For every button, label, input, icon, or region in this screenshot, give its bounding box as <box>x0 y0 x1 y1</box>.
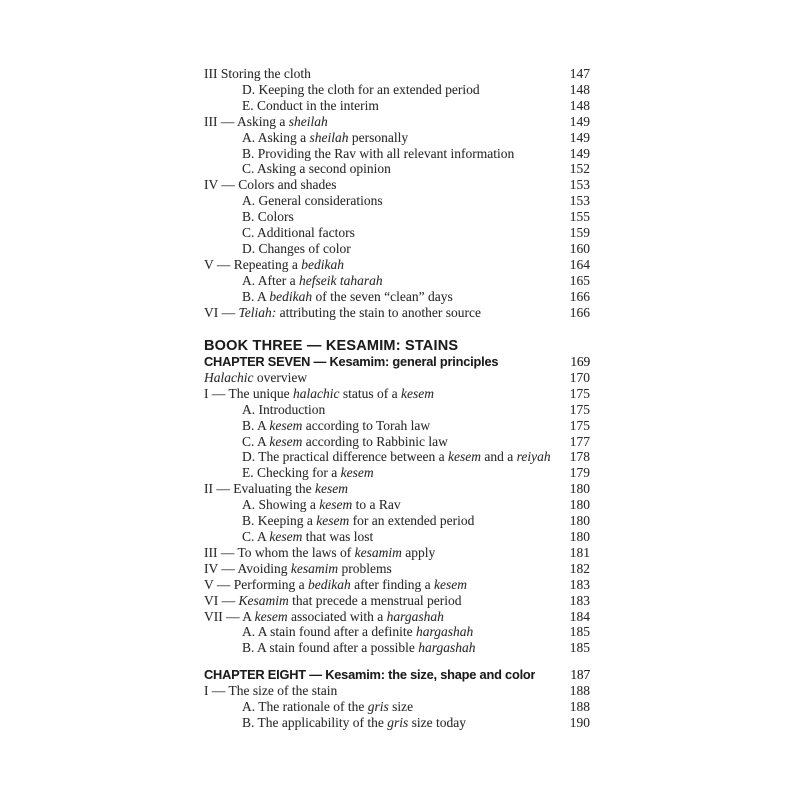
toc-entry-title: B. Providing the Rav with all relevant information <box>242 145 515 161</box>
toc-entry-title: C. A kesem according to Rabbinic law <box>242 433 448 449</box>
toc-entry <box>204 114 590 130</box>
toc-page-number: 179 <box>569 465 590 481</box>
toc-entry <box>204 593 590 609</box>
toc-entry <box>204 640 590 656</box>
toc-entry <box>204 66 590 82</box>
toc-entry <box>204 305 590 321</box>
toc-page-number: 184 <box>569 608 590 624</box>
toc-page-number: 147 <box>569 66 590 81</box>
toc-page-number: 165 <box>569 272 590 288</box>
toc-entry <box>204 338 590 355</box>
toc-page-number: 148 <box>569 81 590 97</box>
toc-entry-title: Halachic overview <box>204 369 308 385</box>
toc-entry-title: III — To whom the laws of kesamim apply <box>204 544 436 560</box>
toc-entry <box>204 545 590 561</box>
toc-page-number: 188 <box>569 683 590 699</box>
toc-entry-title: III — Asking a sheilah <box>204 113 328 129</box>
toc-entry-title: I — The unique halachic status of a kesem <box>204 385 434 401</box>
toc-entry-title: B. A stain found after a possible hargashah <box>242 640 476 656</box>
toc-entry-title: BOOK THREE — KESAMIM: STAINS <box>204 337 459 354</box>
toc-entry <box>204 402 590 418</box>
toc-entry-title: A. Showing a kesem to a Rav <box>242 497 401 513</box>
toc-entry-title: D. Keeping the cloth for an extended period <box>242 81 480 97</box>
toc-page-number: 149 <box>569 145 590 161</box>
toc-page-number: 185 <box>569 640 590 656</box>
toc-entry <box>204 434 590 450</box>
toc-entry <box>204 624 590 640</box>
toc-entry-title: CHAPTER EIGHT — Kesamim: the size, shape and color <box>204 667 536 683</box>
toc <box>204 66 590 731</box>
toc-page-number: 180 <box>569 481 590 497</box>
toc-entry-title: B. A bedikah of the seven “clean” days <box>242 288 453 304</box>
toc-entry <box>204 370 590 386</box>
toc-entry <box>204 497 590 513</box>
toc-entry-title: I — The size of the stain <box>204 683 338 699</box>
toc-entry <box>204 449 590 465</box>
toc-entry-title: B. Colors <box>242 209 294 225</box>
toc-page-number: 177 <box>569 433 590 449</box>
toc-entry-title: D. Changes of color <box>242 240 351 256</box>
toc-page-number: 187 <box>570 667 590 683</box>
toc-entry-title: B. Keeping a kesem for an extended period <box>242 513 475 529</box>
toc-entry-title: A. A stain found after a definite hargashah <box>242 624 474 640</box>
toc-entry-title: B. The applicability of the gris size today <box>242 714 466 730</box>
toc-entry <box>204 609 590 625</box>
toc-entry <box>204 418 590 434</box>
toc-page-number: 181 <box>569 544 590 560</box>
toc-entry-title: II — Evaluating the kesem <box>204 481 348 497</box>
toc-page-number: 148 <box>569 97 590 113</box>
toc-entry <box>204 561 590 577</box>
toc-entry-title: C. Asking a second opinion <box>242 161 391 177</box>
toc-entry <box>204 193 590 209</box>
toc-page-number: 170 <box>569 369 590 385</box>
toc-page-number: 164 <box>569 256 590 272</box>
toc-entry-title: A. General considerations <box>242 193 383 209</box>
toc-page-number: 160 <box>569 240 590 256</box>
toc-page-number: 178 <box>569 449 590 465</box>
toc-page-number: 188 <box>569 699 590 715</box>
toc-entry-title: CHAPTER SEVEN — Kesamim: general principles <box>204 354 499 369</box>
toc-entry <box>204 146 590 162</box>
toc-page-number: 175 <box>569 417 590 433</box>
toc-entry-title: A. After a hefseik taharah <box>242 272 383 288</box>
toc-page-number: 149 <box>569 113 590 129</box>
toc-entry <box>204 98 590 114</box>
toc-entry <box>204 513 590 529</box>
toc-entry <box>204 577 590 593</box>
toc-entry <box>204 386 590 402</box>
toc-entry <box>204 354 590 370</box>
toc-entry-title: D. The practical difference between a kesem and a reiyah <box>242 449 551 465</box>
toc-entry <box>204 481 590 497</box>
toc-entry <box>204 257 590 273</box>
toc-page-number: 190 <box>569 714 590 730</box>
toc-entry <box>204 289 590 305</box>
toc-entry <box>204 161 590 177</box>
toc-page-number: 175 <box>569 401 590 417</box>
toc-entry <box>204 699 590 715</box>
toc-entry <box>204 241 590 257</box>
toc-page-number: 155 <box>569 209 590 225</box>
toc-entry-title: A. Asking a sheilah personally <box>242 129 409 145</box>
toc-page-number: 183 <box>569 592 590 608</box>
toc-page-number: 153 <box>569 177 590 193</box>
toc-entry-title: VII — A kesem associated with a hargashah <box>204 608 444 624</box>
toc-entry <box>204 529 590 545</box>
toc-entry-title: E. Conduct in the interim <box>242 97 379 113</box>
toc-entry-title: B. A kesem according to Torah law <box>242 417 431 433</box>
toc-page-number: 180 <box>569 513 590 529</box>
toc-entry <box>204 130 590 146</box>
toc-page-number: 152 <box>569 161 590 177</box>
toc-page-number: 159 <box>569 225 590 241</box>
toc-page-number: 153 <box>569 193 590 209</box>
toc-entry-title: C. Additional factors <box>242 225 355 241</box>
toc-entry <box>204 667 590 683</box>
toc-entry-title: A. Introduction <box>242 401 326 417</box>
toc-entry <box>204 273 590 289</box>
toc-entry <box>204 82 590 98</box>
toc-entry-title: V — Performing a bedikah after finding a kesem <box>204 576 467 592</box>
toc-entry-title: IV — Avoiding kesamim problems <box>204 560 392 576</box>
toc-page-number: 180 <box>569 528 590 544</box>
toc-page-number: 166 <box>569 288 590 304</box>
toc-entry <box>204 715 590 731</box>
toc-entry-title: C. A kesem that was lost <box>242 528 374 544</box>
toc-page-number: 183 <box>569 576 590 592</box>
toc-page-number: 180 <box>569 497 590 513</box>
toc-entry-title: A. The rationale of the gris size <box>242 699 414 715</box>
toc-entry-title: V — Repeating a bedikah <box>204 256 344 272</box>
toc-page-number: 185 <box>569 624 590 640</box>
toc-page-number: 175 <box>569 385 590 401</box>
toc-entry-title: VI — Teliah: attributing the stain to another source <box>204 304 481 320</box>
toc-entry-title: III Storing the cloth <box>204 66 311 81</box>
toc-page-number: 169 <box>570 354 590 369</box>
toc-page-number: 182 <box>569 560 590 576</box>
toc-entry-title: E. Checking for a kesem <box>242 465 374 481</box>
toc-entry <box>204 209 590 225</box>
toc-entry <box>204 465 590 481</box>
toc-entry-title: IV — Colors and shades <box>204 177 337 193</box>
toc-entry <box>204 177 590 193</box>
toc-page-number: 149 <box>569 129 590 145</box>
toc-entry <box>204 683 590 699</box>
toc-entry <box>204 225 590 241</box>
toc-page-number: 166 <box>569 304 590 320</box>
toc-entry-title: VI — Kesamim that precede a menstrual period <box>204 592 462 608</box>
